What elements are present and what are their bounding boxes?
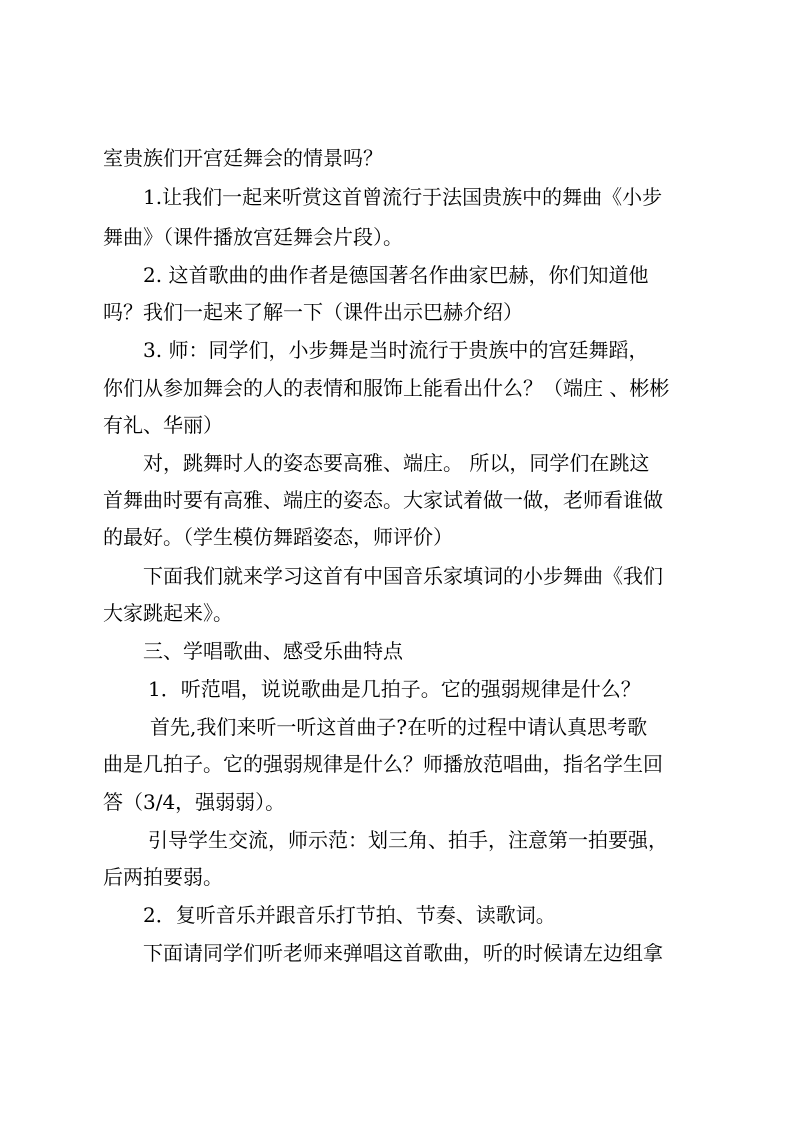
text-line: 下面我们就来学习这首有中国音乐家填词的小步舞曲《我们 (143, 564, 663, 588)
text-line: 3. 师：同学们，小步舞是当时流行于贵族中的宫廷舞蹈， (143, 338, 649, 362)
text-line: 首先,我们来听一听这首曲子?在听的过程中请认真思考歌 (150, 715, 648, 739)
text-line: 2．复听音乐并跟音乐打节拍、节奏、读歌词。 (143, 903, 556, 927)
text-line: 室贵族们开宫廷舞会的情景吗？ (103, 146, 383, 170)
text-line: 引导学生交流，师示范：划三角、拍手，注意第一拍要强， (148, 828, 668, 852)
text-line: 首舞曲时要有高雅、端庄的姿态。大家试着做一做，老师看谁做 (103, 488, 663, 512)
section-heading: 三、学唱歌曲、感受乐曲特点 (143, 639, 403, 663)
text-line: 1.让我们一起来听赏这首曾流行于法国贵族中的舞曲《小步 (143, 185, 663, 209)
text-line: 下面请同学们听老师来弹唱这首歌曲，听的时候请左边组拿 (143, 941, 663, 965)
text-line: 的最好。（学生模仿舞蹈姿态，师评价） (103, 525, 453, 549)
text-line: 对，跳舞时人的姿态要高雅、端庄。 所以，同学们在跳这 (143, 451, 650, 475)
text-line: 2. 这首歌曲的曲作者是德国著名作曲家巴赫，你们知道他 (143, 263, 649, 287)
text-line: 大家跳起来》。 (103, 601, 233, 625)
text-line: 有礼、华丽） (103, 413, 223, 437)
text-line: 曲是几拍子。它的强弱规律是什么？师播放范唱曲，指名学生回 (103, 752, 663, 776)
text-line: 后两拍要弱。 (103, 865, 223, 889)
text-line: 舞曲》（课件播放宫廷舞会片段）。 (103, 225, 403, 249)
text-line: 吗？我们一起来了解一下（课件出示巴赫介绍） (103, 300, 523, 324)
text-line: 答（3/4，强弱弱）。 (103, 790, 286, 814)
text-line: 1．听范唱，说说歌曲是几拍子。它的强弱规律是什么？ (148, 677, 641, 701)
text-line: 你们从参加舞会的人的表情和服饰上能看出什么？（端庄 、彬彬 (103, 376, 670, 400)
